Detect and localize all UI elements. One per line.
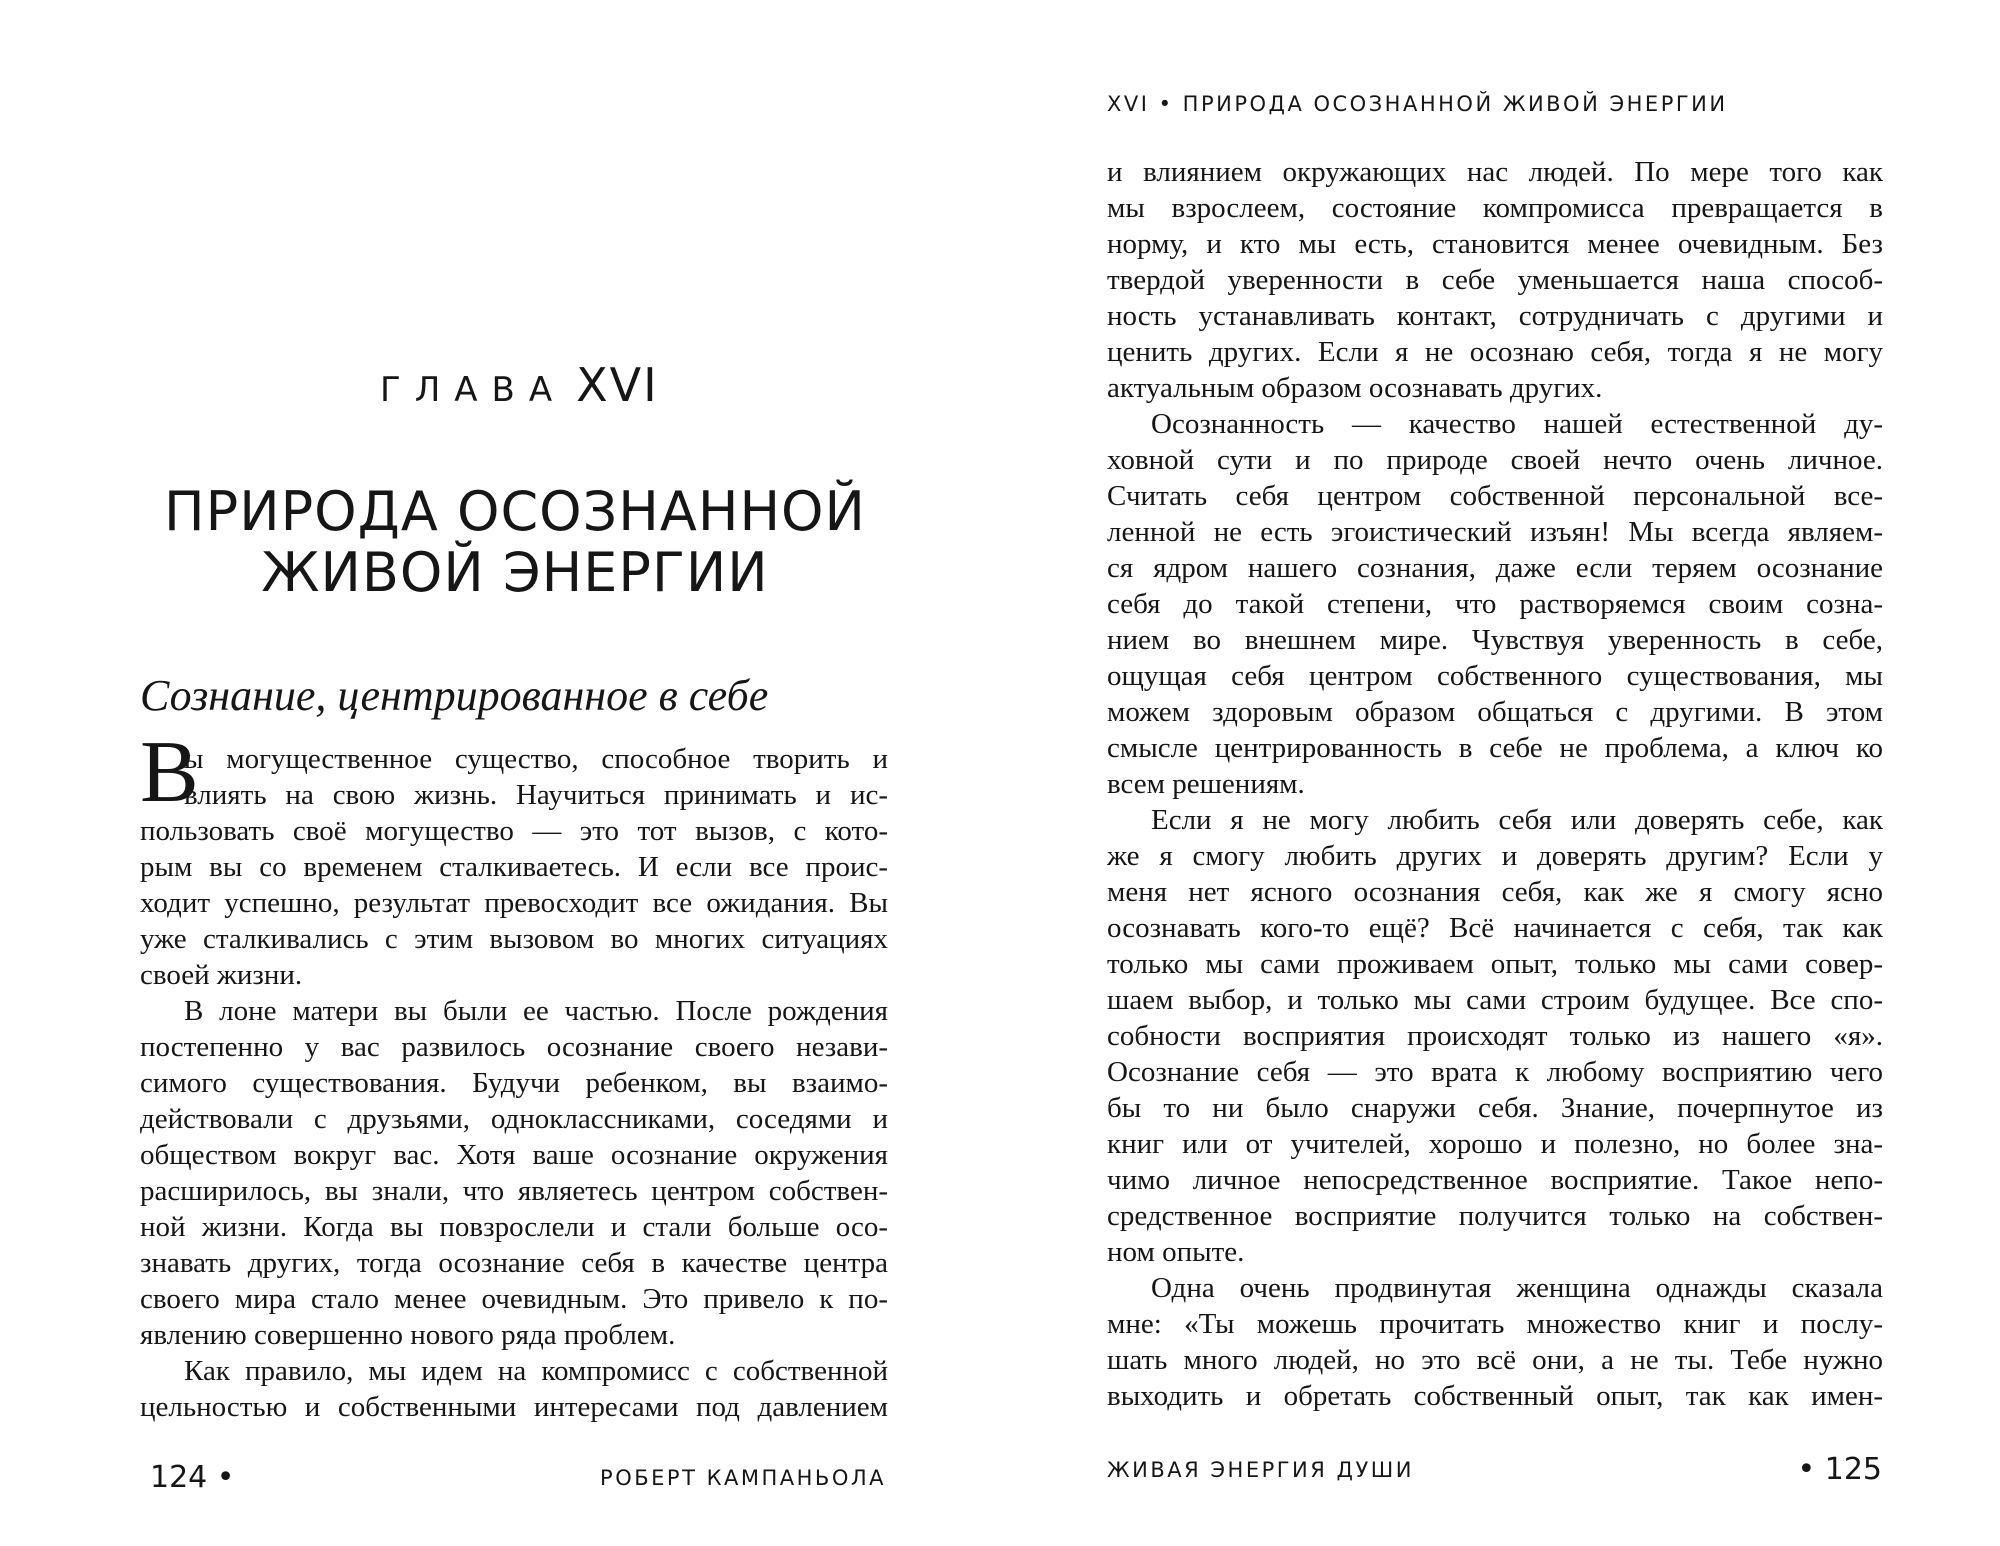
text-line: Если я не могу любить себя или доверять себе, как [1151,804,1883,836]
chapter-title-line-1: ПРИРОДА ОСОЗНАННОЙ [164,480,866,543]
text-line: влиять на свою жизнь. Научиться принимать и ис- [184,779,888,811]
text-line: шать много людей, но это всё они, а не ты. Тебе нужно [1107,1344,1883,1376]
text-line: Одна очень продвинутая женщина однажды сказала [1151,1272,1883,1304]
chapter-word: ГЛАВА [380,370,567,410]
text-line: ленной не есть эгоистический изъян! Мы всегда являем- [1107,516,1883,548]
text-line: можем здоровым образом общаться с другими. В этом [1107,696,1883,728]
text-line: меня нет ясного осознания себя, как же я смогу ясно [1107,876,1883,908]
text-line: твердой уверенности в себе уменьшается наша способ- [1107,264,1883,296]
text-line: мне: «Ты можешь прочитать множество книг и послу- [1107,1308,1883,1340]
text-line: ходит успешно, результат превосходит все ожидания. Вы [140,887,888,919]
text-line: ощущая себя центром собственного существования, мы [1107,660,1883,692]
text-line: всем решениям. [1107,768,1305,800]
page-number-right: • 125 [1797,1452,1882,1487]
text-line: своей жизни. [140,959,303,991]
paragraph [140,724,888,993]
text-line: ность устанавливать контакт, сотрудничать с другими и [1107,300,1883,332]
text-line: действовали с друзьями, одноклассниками, соседями и [140,1103,888,1135]
text-line: бы то ни было снаружи себя. Знание, почерпнутое из [1107,1092,1883,1124]
text-line: чимо личное непосредственное восприятие. Такое непо- [1107,1164,1883,1196]
text-line: ной жизни. Когда вы повзрослели и стали больше осо- [140,1211,888,1243]
page-number-left: 124 • [150,1460,235,1495]
text-line: симого существования. Будучи ребенком, вы взаимо- [140,1067,888,1099]
right-body-text [1107,154,1883,1414]
text-line: Осознание себя — это врата к любому восприятию чего [1107,1056,1883,1088]
text-line: ценить других. Если я не осознаю себя, тогда я не могу [1107,336,1883,368]
text-line: уже сталкивались с этим вызовом во многих ситуациях [140,923,888,955]
text-line: осознавать кого-то ещё? Всё начинается с себя, так как [1107,912,1883,944]
text-line: выходить и обретать собственный опыт, так как имен- [1107,1380,1883,1412]
paragraph [140,1353,888,1425]
text-line: книг или от учителей, хорошо и полезно, но более зна- [1107,1128,1883,1160]
paragraph [1107,406,1883,802]
text-line: шаем выбор, и только мы сами строим будущее. Все спо- [1107,984,1883,1016]
text-line: обществом вокруг вас. Хотя ваше осознание окружения [140,1139,888,1171]
text-line: мы взрослеем, состояние компромисса превращается в [1107,192,1883,224]
text-line: Считать себя центром собственной персональной все- [1107,480,1883,512]
text-line: В лоне матери вы были ее частью. После рождения [184,995,888,1027]
section-heading: Сознание, центрированное в себе [140,671,769,720]
drop-cap: В [140,724,199,821]
text-line: ся ядром нашего сознания, даже если теряем осознание [1107,552,1883,584]
text-line: актуальным образом осознавать других. [1107,372,1603,404]
text-line: норму, и кто мы есть, становится менее очевидным. Без [1107,228,1883,260]
text-line: же я смогу любить других и доверять другим? Если у [1107,840,1883,872]
text-line: только мы сами проживаем опыт, только мы сами совер- [1107,948,1883,980]
text-line: себя до такой степени, что растворяемся своим созна- [1107,588,1883,620]
chapter-label [380,358,659,412]
paragraph [1107,1270,1883,1414]
text-line: нием во внешнем мире. Чувствуя уверенность в себе, [1107,624,1883,656]
text-line: и влиянием окружающих нас людей. По мере того как [1107,156,1883,188]
paragraph [1107,802,1883,1270]
left-body-text [140,724,888,1425]
text-line: постепенно у вас развилось осознание своего незави- [140,1031,888,1063]
text-line: смысле центрированность в себе не проблема, а ключ ко [1107,732,1883,764]
text-line: собности восприятия происходят только из нашего «я». [1107,1020,1883,1052]
page-number-value: 124 [150,1460,208,1495]
text-line: ном опыте. [1107,1236,1245,1268]
text-line: Осознанность — качество нашей естественной ду- [1151,408,1883,440]
text-line: Как правило, мы идем на компромисс с собственной [184,1355,888,1387]
text-line: явлению совершенно нового ряда проблем. [140,1319,676,1351]
chapter-number: XVI [576,358,659,412]
text-line: знавать других, тогда осознание себя в качестве центра [140,1247,888,1279]
paragraph [140,993,888,1353]
text-line: средственное восприятие получится только на собствен- [1107,1200,1883,1232]
running-footer-left: РОБЕРТ КАМПАНЬОЛА [600,1466,886,1490]
chapter-title-line-2: ЖИВОЙ ЭНЕРГИИ [261,541,769,604]
text-line: рым вы со временем сталкиваетесь. И если все проис- [140,851,888,883]
running-footer-right: ЖИВАЯ ЭНЕРГИЯ ДУШИ [1107,1458,1414,1482]
text-line: ховной сути и по природе своей нечто очень личное. [1107,444,1883,476]
paragraph [1107,154,1883,406]
text-line: пользовать своё могущество — это тот вызов, с кото- [140,815,888,847]
page-number-value: 125 [1824,1452,1882,1487]
text-line: цельностью и собственными интересами под давлением [140,1391,888,1423]
text-line: своего мира стало менее очевидным. Это привело к по- [140,1283,888,1315]
running-header-right: XVI • ПРИРОДА ОСОЗНАННОЙ ЖИВОЙ ЭНЕРГИИ [1107,92,1728,116]
text-line: ы могущественное существо, способное творить и [184,743,888,775]
text-line: расширилось, вы знали, что являетесь центром собствен- [140,1175,888,1207]
